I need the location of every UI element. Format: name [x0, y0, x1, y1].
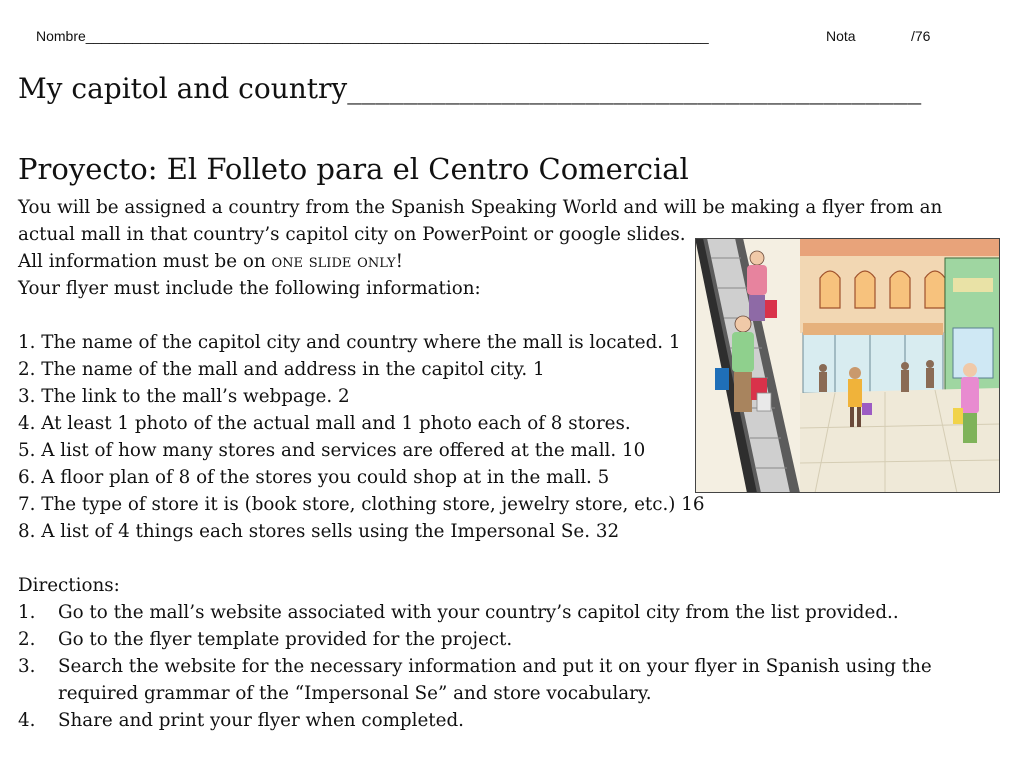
list-item: 4. Share and print your flyer when completed.	[18, 710, 464, 731]
grade-label: Nota	[826, 28, 856, 44]
intro-line-3: Your flyer must include the following information:	[18, 278, 481, 299]
list-item: 8. A list of 4 things each stores sells using the Impersonal Se. 32	[18, 521, 620, 542]
list-item: 4. At least 1 photo of the actual mall and 1 photo each of 8 stores.	[18, 413, 631, 434]
mall-escalator-icon	[695, 238, 1000, 493]
emphasis-one-slide: one slide only	[271, 251, 396, 272]
directions-list	[18, 599, 998, 734]
directions-heading: Directions:	[18, 575, 120, 596]
list-item: 2. The name of the mall and address in the capitol city. 1	[18, 359, 545, 380]
list-item: 6. A floor plan of 8 of the stores you could shop at in the mall. 5	[18, 467, 610, 488]
project-subtitle: Proyecto: El Folleto para el Centro Comercial	[18, 152, 689, 186]
list-item: 5. A list of how many stores and services are offered at the mall. 10	[18, 440, 646, 461]
list-item: 2. Go to the flyer template provided for the project.	[18, 629, 513, 650]
list-item: 1. Go to the mall’s website associated with your country’s capitol city from the list provided..	[18, 602, 899, 623]
grade-total: /76	[911, 28, 931, 44]
spacer	[18, 545, 998, 572]
intro-line-1: You will be assigned a country from the Spanish Speaking World and will be making a flyer from an actual mall in that country’s capitol city on PowerPoint or google slides.	[18, 197, 943, 245]
page-title[interactable]: My capitol and country_________________________________________	[18, 72, 922, 105]
intro-line-2: All information must be on one slide only!	[18, 251, 403, 272]
mall-illustration	[695, 238, 1000, 493]
list-item: 7. The type of store it is (book store, clothing store, jewelry store, etc.) 16	[18, 494, 705, 515]
list-item: 3. Search the website for the necessary information and put it on your flyer in Spanish using the required grammar of the “Impersonal Se” and store vocabulary.	[18, 656, 932, 704]
list-item: 3. The link to the mall’s webpage. 2	[18, 386, 350, 407]
list-item: 1. The name of the capitol city and country where the mall is located. 1	[18, 332, 681, 353]
name-field-label[interactable]: Nombre________________________________________________________________________________	[36, 28, 709, 44]
header-line	[36, 28, 996, 44]
